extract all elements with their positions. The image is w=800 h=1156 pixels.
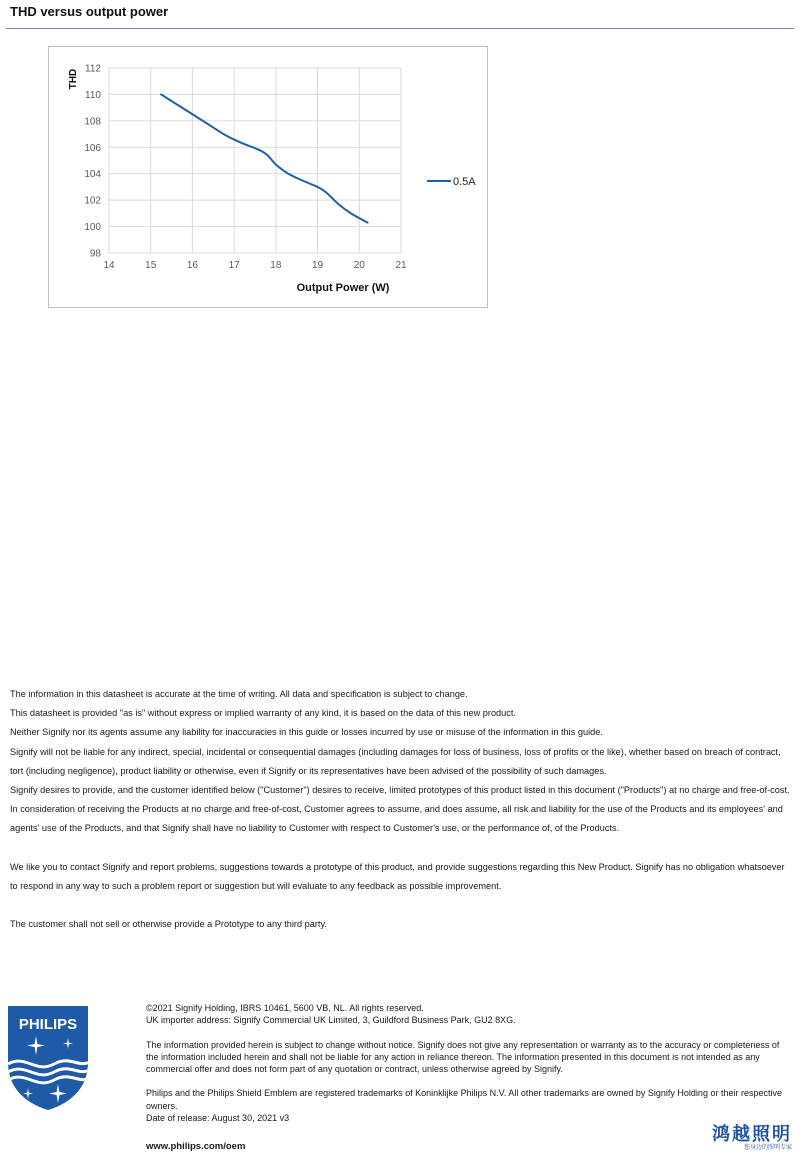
disclaimer-line: This datasheet is provided "as is" without express or implied warranty of any kind, it is based on the data of this new product.: [10, 708, 516, 719]
x-axis-label: Output Power (W): [296, 282, 390, 294]
y-tick-label: 102: [84, 195, 101, 207]
disclaimer-line: Signify desires to provide, and the customer identified below ("Customer") desires to receive, limited prototypes of this product listed in this document ("Products") at no charge and free-of-cost. In consideration of receiving the Products at no charge and free-of-cost, Customer agrees to assume, and does assume, all risk and liability for the use of the Products and its employees' and agents' use of the Products, and that Signify shall have no liability to Customer with respect to Customer's use, or the performance of, of the Products.: [10, 785, 790, 834]
chart-legend: [427, 176, 476, 188]
resale-paragraph: The customer shall not sell or otherwise provide a Prototype to any third party.: [10, 919, 327, 930]
x-tick-label: 15: [145, 260, 157, 271]
thd-chart: [48, 46, 488, 308]
y-axis-label: THD: [68, 68, 79, 90]
importer-line: UK importer address: Signify Commercial UK Limited, 3, Guildford Business Park, GU2 8XG.: [146, 1015, 516, 1026]
x-tick-label: 14: [103, 260, 115, 271]
y-tick-label: 98: [89, 248, 101, 260]
feedback-paragraph: We like you to contact Signify and report problems, suggestions towards a prototype of this product, and provide suggestions regarding this New Product. Signify has no obligation whatsoever to respond in any way to such a problem report or suggestion but will evaluate to any feedback as possible improvement.: [10, 861, 785, 891]
philips-oem-link[interactable]: www.philips.com/oem: [146, 1141, 246, 1152]
y-tick-label: 108: [84, 116, 101, 128]
notice-paragraph: The information provided herein is subject to change without notice. Signify does not give any representation or warranty as to the accuracy or completeness of the information included herein and shall not be liable for any action in reliance thereon. The information presented in this document is not intended as any commercial offer and does not form part of any quotation or contract, unless otherwise agreed by Signify.: [146, 1039, 780, 1075]
disclaimer-line: The information in this datasheet is accurate at the time of writing. All data and specification is subject to change.: [10, 689, 468, 699]
thd-chart-svg: [49, 47, 487, 307]
svg-text:PHILIPS: PHILIPS: [18, 1016, 78, 1033]
y-tick-label: 104: [84, 169, 101, 181]
y-tick-label: 100: [84, 222, 101, 234]
disclaimer-line: Signify will not be liable for any indirect, special, incidental or consequential damages (including damages for loss of business, loss of profits or the like), whether based on breach of contract, tort (including negligence), product liability or otherwise, even if Signify or its representatives have been advised of the possibility of such damages.: [10, 746, 781, 776]
watermark-sub: 您身边的照明专家: [743, 1145, 792, 1151]
release-date: Date of release: August 30, 2021 v3: [146, 1113, 290, 1124]
trademark-paragraph: Philips and the Philips Shield Emblem are registered trademarks of Koninklijke Philips N.V. All other trademarks are owned by Signify Holding or their respective owners.: [146, 1088, 782, 1111]
x-tick-label: 19: [312, 260, 324, 271]
section-title: THD versus output power: [10, 4, 169, 19]
philips-shield-logo: [6, 1004, 90, 1112]
x-tick-label: 18: [270, 260, 282, 271]
watermark-main: 鸿越照明: [712, 1124, 792, 1144]
watermark: [692, 1124, 792, 1152]
x-tick-label: 21: [395, 260, 407, 271]
y-tick-label: 112: [85, 63, 101, 75]
copyright-line: ©2021 Signify Holding, IBRS 10461, 5600 VB, NL. All rights reserved.: [146, 1003, 424, 1013]
footer-legal: [146, 1002, 791, 1124]
x-tick-label: 17: [228, 260, 240, 271]
section-divider: [6, 28, 794, 29]
disclaimer-line: Neither Signify nor its agents assume any liability for inaccuracies in this guide or losses incurred by use or misuse of the information in this guide.: [10, 727, 603, 738]
legend-label: 0.5A: [453, 176, 476, 188]
x-tick-label: 16: [186, 260, 198, 271]
y-tick-label: 110: [85, 89, 101, 101]
y-tick-label: 106: [84, 142, 101, 154]
disclaimer: [10, 685, 792, 934]
x-tick-label: 20: [353, 260, 365, 271]
